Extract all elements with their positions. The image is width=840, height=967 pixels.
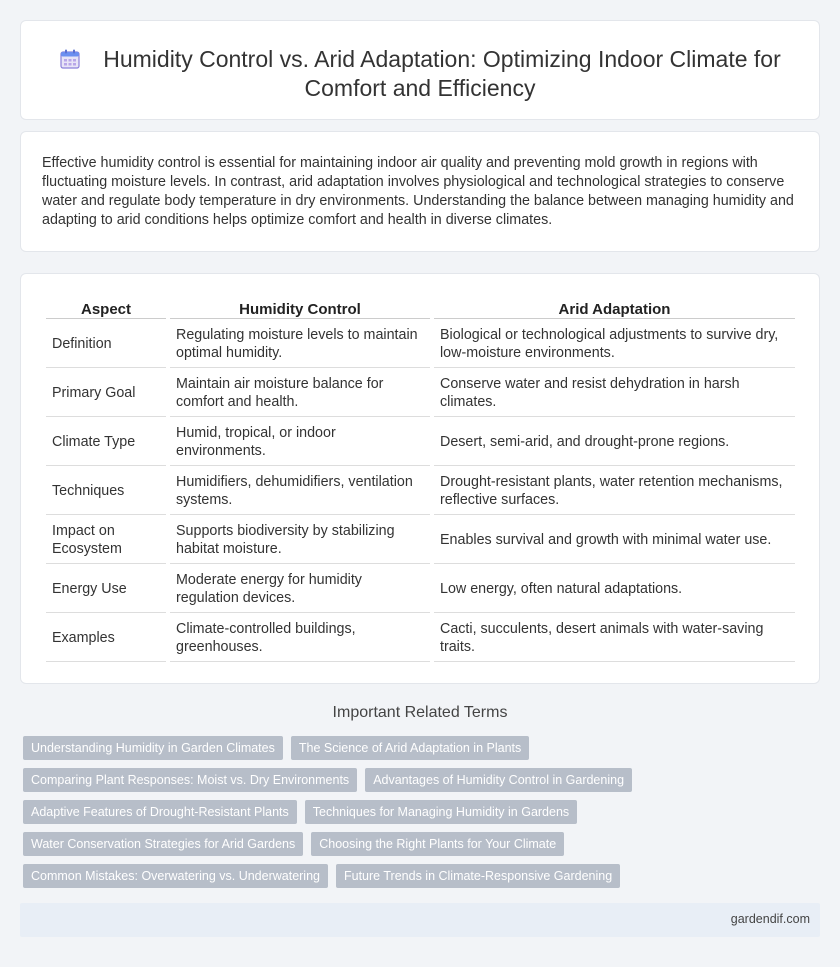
cell-humidity-control: Regulating moisture levels to maintain optimal humidity. — [170, 321, 430, 368]
table-row — [46, 321, 795, 368]
cell-aspect: Definition — [46, 321, 166, 368]
calendar-icon — [59, 48, 81, 70]
cell-arid-adaptation: Drought-resistant plants, water retention mechanisms, reflective surfaces. — [434, 468, 795, 515]
page-title-text: Humidity Control vs. Arid Adaptation: Optimizing Indoor Climate for Comfort and Efficiency — [103, 46, 781, 101]
cell-humidity-control: Humid, tropical, or indoor environments. — [170, 419, 430, 466]
cell-humidity-control: Supports biodiversity by stabilizing habitat moisture. — [170, 517, 430, 564]
cell-humidity-control: Humidifiers, dehumidifiers, ventilation systems. — [170, 468, 430, 515]
cell-aspect: Energy Use — [46, 566, 166, 613]
tag-row — [23, 864, 813, 888]
related-term-tag[interactable]: Comparing Plant Responses: Moist vs. Dry Environments — [23, 768, 357, 792]
tag-row — [23, 832, 813, 856]
intro-paragraph: Effective humidity control is essential for maintaining indoor air quality and preventing mold growth in regions with fluctuating moisture levels. In contrast, arid adaptation involves physiological and technological strategies to conserve water and regulate body temperature in dry environments. Understanding the balance between managing humidity and adapting to arid conditions helps optimize comfort and health in diverse climates. — [42, 155, 794, 228]
table-header-row — [46, 298, 795, 319]
cell-humidity-control: Climate-controlled buildings, greenhouses. — [170, 615, 430, 662]
tag-row — [23, 768, 813, 792]
footer — [20, 903, 820, 937]
related-term-tag[interactable]: Common Mistakes: Overwatering vs. Underwatering — [23, 864, 328, 888]
cell-arid-adaptation: Enables survival and growth with minimal water use. — [434, 517, 795, 564]
table-row — [46, 517, 795, 564]
cell-arid-adaptation: Desert, semi-arid, and drought-prone regions. — [434, 419, 795, 466]
cell-arid-adaptation: Biological or technological adjustments to survive dry, low-moisture environments. — [434, 321, 795, 368]
tag-row — [23, 800, 813, 824]
related-term-tag[interactable]: Understanding Humidity in Garden Climates — [23, 736, 283, 760]
table-row — [46, 566, 795, 613]
related-term-tag[interactable]: Advantages of Humidity Control in Gardening — [365, 768, 632, 792]
table-row — [46, 419, 795, 466]
cell-aspect: Impact on Ecosystem — [46, 517, 166, 564]
footer-site-name[interactable]: gardendif.com — [730, 912, 810, 926]
comparison-card — [20, 273, 820, 684]
cell-arid-adaptation: Low energy, often natural adaptations. — [434, 566, 795, 613]
title-wrap — [21, 45, 819, 103]
cell-arid-adaptation: Cacti, succulents, desert animals with water-saving traits. — [434, 615, 795, 662]
related-terms-heading: Important Related Terms — [332, 704, 508, 721]
cell-aspect: Examples — [46, 615, 166, 662]
table-row — [46, 370, 795, 417]
cell-aspect: Techniques — [46, 468, 166, 515]
comparison-table — [42, 296, 799, 664]
related-term-tag[interactable]: The Science of Arid Adaptation in Plants — [291, 736, 529, 760]
intro-card — [20, 131, 820, 252]
table-row — [46, 468, 795, 515]
cell-humidity-control: Moderate energy for humidity regulation devices. — [170, 566, 430, 613]
cell-humidity-control: Maintain air moisture balance for comfort and health. — [170, 370, 430, 417]
related-term-tag[interactable]: Future Trends in Climate-Responsive Gardening — [336, 864, 620, 888]
related-term-tag[interactable]: Adaptive Features of Drought-Resistant Plants — [23, 800, 297, 824]
related-term-tag[interactable]: Techniques for Managing Humidity in Gardens — [305, 800, 577, 824]
header-arid-adaptation: Arid Adaptation — [434, 298, 795, 319]
header-humidity-control: Humidity Control — [170, 298, 430, 319]
related-term-tag[interactable]: Water Conservation Strategies for Arid Gardens — [23, 832, 303, 856]
page-title — [51, 45, 789, 103]
header-card — [20, 20, 820, 120]
cell-arid-adaptation: Conserve water and resist dehydration in harsh climates. — [434, 370, 795, 417]
table-row — [46, 615, 795, 662]
related-terms-list — [23, 736, 813, 896]
cell-aspect: Climate Type — [46, 419, 166, 466]
header-aspect: Aspect — [46, 298, 166, 319]
tag-row — [23, 736, 813, 760]
related-term-tag[interactable]: Choosing the Right Plants for Your Climate — [311, 832, 564, 856]
cell-aspect: Primary Goal — [46, 370, 166, 417]
